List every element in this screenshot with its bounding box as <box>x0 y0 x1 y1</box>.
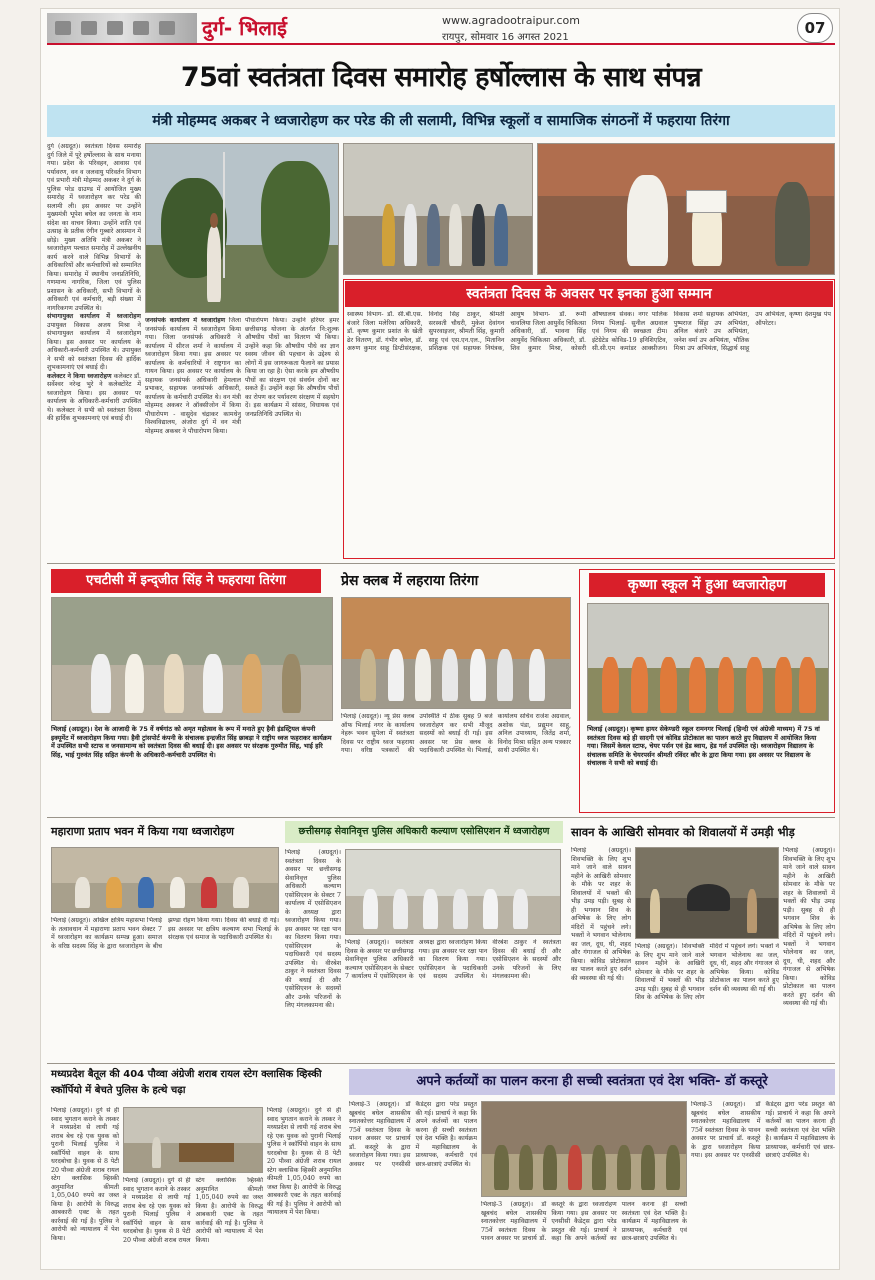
sawan-story-cont: भिलाई (अग्रदूत)। शिवभक्ति के लिए शुभ माने जाने वाले सावन महीने के आखिरी सोमवार के मौके पर शहर के शिवालयों में भक्तों की भीड़ उमड़ पड़ी। सुबह से ही भगवान शिव के अभिषेक के लिए लोग मंदिरों में पहुंचने लगे। भक्तों ने भगवान भोलेनाथ का जल, दूध, घी, शहद और गंगाजल से अभिषेक किया। कोविड प्रोटोकाल का पालन करते हुए दर्शन की व्यवस्था की गई थी। <box>783 847 835 1007</box>
police-title: छत्तीसगढ़ सेवानिवृत्त पुलिस अधिकारी कल्याण एसोसिएशन में ध्वजारोहण <box>285 821 563 843</box>
police-story: भिलाई (अग्रदूत)। स्वतंत्रता दिवस के अवसर पर छत्तीसगढ़ सेवानिवृत्त पुलिस अधिकारी कल्याण एसोसिएशन के सेक्टर 7 कार्यालय में एसोसिएशन के अध्यक्ष द्वारा ध्वजारोहण किया गया। इस अवसर पर रक्षा पान का वितरण किया गया। एसोसिएशन के पदाधिकारी एवं सदस्य उपस्थित थे। वीरबेश ठाकुर ने स्वतंत्रता दिवस की बधाई दी और एसोसिएशन के सदस्यों और उनके परिजनों के लिए मंगलकामना की। <box>285 849 341 1009</box>
press-text <box>341 713 571 813</box>
subsection-heading: संभागायुक्त कार्यालय में ध्वजारोहण <box>47 313 141 320</box>
lead-story-column <box>47 143 141 557</box>
subsection-text: कलेक्टर डॉ. सर्वेश्वर नरेन्द्र भुरे ने कलेक्टोरेट में ध्वजारोहण किया। इस अवसर पर कार्यालय के अधिकारी-कर्मचारी उपस्थित थे। कलेक्टर ने सभी को स्वतंत्रता दिवस की हार्दिक शुभकामनाएं एवं बधाई दी। <box>47 372 141 422</box>
betul-story: भिलाई (अग्रदूत)। दुर्ग से ही स्वाद भुगतान कराने के तस्कर ने मध्यप्रदेश से लायी गई शराब बेच रहे एक युवक को पुरानी भिलाई पुलिस ने स्कॉर्पियो वाहन के साथ धरदबोचा है। युवक से 8 पेटी 20 पौव्वा अंग्रेजी शराब रायल स्टेग क्लासिक व्हिस्की अनुमानित कीमती 1,05,040 रुपये का जब्त किया है। आरोपी के विरुद्ध आबकारी एक्ट के तहत कार्रवाई की गई है। पुलिस ने आरोपी को न्यायालय में पेश किया। <box>51 1107 119 1242</box>
betul-text-mid <box>123 1177 263 1267</box>
photo-shiv-temple <box>635 847 779 939</box>
police-story-cont: भिलाई (अग्रदूत)। स्वतंत्रता दिवस के अवसर पर छत्तीसगढ़ सेवानिवृत्त पुलिस अधिकारी कल्याण एसोसिएशन के सेक्टर 7 कार्यालय में एसोसिएशन के अध्यक्ष द्वारा ध्वजारोहण किया गया। इस अवसर पर रक्षा पान का वितरण किया गया। एसोसिएशन के पदाधिकारी एवं सदस्य उपस्थित थे। वीरबेश ठाकुर ने स्वतंत्रता दिवस की बधाई दी और एसोसिएशन के सदस्यों और उनके परिजनों के लिए मंगलकामना की। <box>345 939 561 980</box>
photo-press-club <box>341 597 571 709</box>
maharana-title: महाराणा प्रताप भवन में किया गया ध्वजारोहण <box>51 825 234 838</box>
photo-police-association <box>345 849 561 935</box>
subsection-text: उपायुक्त विकास अजय मिश्रा ने संभागायुक्त कार्यालय में ध्वजारोहण किया। इस अवसर पर कार्यालय के अधिकारी-कर्मचारी उपस्थित थे। उपायुक्त ने सभी को स्वतंत्रता दिवस की हार्दिक शुभकामनाएं एवं बधाई दी। <box>47 321 141 371</box>
kastoore-title: अपने कर्तव्यों का पालन करना ही सच्ची स्वतंत्रता एवं देश भक्ति- डॉ कस्तूरे <box>349 1069 835 1095</box>
plantation-column <box>245 317 339 557</box>
betul-story-cont: भिलाई (अग्रदूत)। दुर्ग से ही स्वाद भुगतान कराने के तस्कर ने मध्यप्रदेश से लायी गई शराब बेच रहे एक युवक को पुरानी भिलाई पुलिस ने स्कॉर्पियो वाहन के साथ धरदबोचा है। युवक से 8 पेटी 20 पौव्वा अंग्रेजी शराब रायल स्टेग क्लासिक व्हिस्की अनुमानित कीमती 1,05,040 रुपये का जब्त किया है। आरोपी के विरुद्ध आबकारी एक्ट के तहत कार्रवाई की गई है। पुलिस ने आरोपी को न्यायालय में पेश किया। <box>123 1177 263 1244</box>
photo-ncc-parade <box>481 1101 687 1197</box>
htc-title: एचटीसी में इन्द्जीत सिंह ने फहराया तिरंगा <box>51 569 321 593</box>
section-name: दुर्ग- भिलाई <box>202 16 287 40</box>
photo-maharana-bhawan <box>51 847 279 913</box>
betul-text-right <box>267 1107 341 1267</box>
maharana-story: भिलाई (अग्रदूत)। अखिल क्षत्रिय महासभा भिलाई के तत्वावधान में महाराणा प्रताप भवन सेक्टर 7 में ध्वजारोहण का कार्यक्रम सम्पन्न हुआ। समाज के वरिष्ठ सदस्य सिंह के द्वारा ध्वजारोहण के बीच झण्डा रोहण किया गया। दिवस की बधाई दी गई। इस अवसर पर क्षत्रिय कल्याण सभा भिलाई के संरक्षक एवं समाज के पदाधिकारी उपस्थित थे। <box>51 917 279 950</box>
main-headline: 75वां स्वतंत्रता दिवस समारोह हर्षोल्लास के साथ संपन्न <box>180 62 702 93</box>
subsection-text: जिला जनसंपर्क कार्यालय में ध्वजारोहण किया गया। जिला जनसंपर्क अधिकारी ने कार्यालय में सीरज शर्मा ने कार्यालय में ध्वजारोहण किया गया। इस अवसर पर कार्यालय के कर्मचारियों ने राष्ट्रगान का गायन किया। इस अवसर पर कार्यालय के सहायक जनसंपर्क अधिकारी हेमलाल प्रभाकर, सहायक जनसंपर्क अधिकारी, कार्यालय के कर्मचारी उपस्थित थे। वन मंत्री मोहम्मद अकबर ने ऑक्सीजोन में किया पौधारोपण - वासुदेव चंद्राकर कामधेनु विश्वविद्यालय, अंजोरा दुर्ग में वन मंत्री मोहम्मद अकबर ने पौधारोपण किया। <box>145 317 241 435</box>
sawan-text-mid <box>635 943 779 1059</box>
website-url: www.agradootraipur.com <box>442 14 580 27</box>
honor-title: स्वतंत्रता दिवस के अवसर पर इनका हुआ सम्मान <box>345 281 833 307</box>
photo-liquor-seizure <box>123 1107 263 1173</box>
kastoore-text-left <box>349 1101 477 1267</box>
honor-text: स्वास्थ्य विभाग- डॉ. सी.बी.एस. बंजारे जिला मलेरिया अधिकारी, डॉ. कृष्ण कुमार प्रशांत के खेती ढेर वितरण, डॉ. गंभीर बघेल, डॉ. अरुण कुमार साहू डिप्टीसंरक्षक, विनोद सिंह ठाकुर, श्रीमती सरस्वती चौधरी, मुकेश देवांगन सुपरवाइजर, श्रीमती सिंह, कुमारी साहू एवं एस.एन.एल., मितानिन प्रशिक्षक एवं सहायक नियंत्रक, आयुष विभाग- डॉ. रूमी चावलिया जिला आयुर्वेद चिकित्सा अधिकारी, डॉ. भावना सिंह आयुर्वेद चिकित्सा अधिकारी, डॉ. शिव कुमार मिश्रा, कोसरी औषधालय सेवक। नगर पालिक निगम भिलाई- सुनील अग्रवाल एवं निगम की स्वच्छता टीम। इंटेग्रेटेड कोविड-19 इनिशिएटिव, सी.सी.एम कमांडर आक्सीजन। विकास शर्मा सहायक अभियंता, पुष्पराज सिंहा उप अभियंता, अनिल बंजारे उप अभियंता, जनेश वर्मा उप अभियंता, भौतिक मिश्रा उप अभियंता, सिद्धार्थ साहू उप अभियंता, कृष्णा देशमुख पंप ऑपरेटर। <box>347 311 831 352</box>
sawan-story: भिलाई (अग्रदूत)। शिवभक्ति के लिए शुभ माने जाने वाले सावन महीने के आखिरी सोमवार के मौके पर शहर के शिवालयों में भक्तों की भीड़ उमड़ पड़ी। सुबह से ही भगवान शिव के अभिषेक के लिए लोग मंदिरों में पहुंचने लगे। भक्तों ने भगवान भोलेनाथ का जल, दूध, घी, शहद और गंगाजल से अभिषेक किया। कोविड प्रोटोकाल का पालन करते हुए दर्शन की व्यवस्था की गई थी। <box>571 847 631 982</box>
divider <box>47 817 835 818</box>
htc-caption: भिलाई (अग्रदूत)। देश के आजादी के 75 वें वर्षगांठ को अमृत महोत्सव के रूप में मनाते हुए हैवी इंडस्ट्रियल कंपनी इक्यूमेंट में ध्वजारोहण किया गया। हैवी ट्रांसपोर्ट कंपनी के संचालक इन्द्रजीत सिंह छाबड़ा ने राष्ट्रीय ध्वज फहराकर कार्यक्रम में उपस्थित सभी स्टाफ व जनसामान्य को स्वतंत्रता दिवस की बधाई दी। इस अवसर पर संरक्षक गुरुमीत सिंह, भाई हरि सिंह, भाई गुरुवंत सिंह सहित कंपनी के अधिकारी-कर्मचारी उपस्थित थे। <box>51 725 332 759</box>
photo-award-ceremony <box>537 143 835 275</box>
sawan-title: सावन के आखिरी सोमवार को शिवालयों में उमड़ी भीड़ <box>571 825 795 839</box>
krishna-caption: भिलाई (अग्रदूत)। कृष्णा हायर सेकेण्डरी स्कूल रामनगर भिलाई (हिन्दी एवं अंग्रेजी माध्यम) में 75 वां स्वतंत्रता दिवस बड़े ही सादगी एवं कोविड प्रोटोकाल का पालन करते हुए विद्यालय में आयोजित किया गया। जिसमें केवल स्टाफ, चेयर पर्सन एवं हेड ब्वाय, हेड गर्ल उपस्थित रहे। ध्वजारोहण विद्यालय के संचालक समिति के चेयरपर्सन श्रीमती रविंदर कौर के द्वारा किया गया। इस अवसर पर विद्यालय के संचालक ने सभी को बधाई दी। <box>587 725 820 768</box>
plantation-text: पौधारोपण किया। उन्होंने हरियर हमर छत्तीसगढ़ योजना के अंतर्गत नि:शुल्क औषधीय पौधों का वितरण भी किया। उन्होंने कहा कि औषधीय पौधे का ज्ञान स्वस्थ जीवन की पहचान के उद्देश्य से लोगों में इस जागरूकता फैलाने का प्रयास किया जा रहा है। ऐसा करके हम औषधीय पौधों का संरक्षण एवं संवर्धन दोनों कर सकते हैं। उन्होंने कहा कि औषधीय पौधों का रोपण कर पर्यावरण संरक्षण में सहयोग दें। इस कार्यक्रम में सांसद, विधायक एवं जनप्रतिनिधि उपस्थित थे। <box>245 317 339 418</box>
photo-minister-flag-hoisting <box>145 143 339 313</box>
subsection-heading: कलेक्टर ने किया ध्वजारोहण <box>47 372 112 380</box>
honor-list <box>347 311 831 555</box>
dateline: रायपुर, सोमवार 16 अगस्त 2021 <box>442 32 569 43</box>
photo-krishna-school <box>587 603 829 721</box>
betul-title: मध्यप्रदेश बैतूल की 404 पौव्वा अंग्रेजी शराब रायल स्टेग क्लासिक व्हिस्की स्कॉर्पियो में बेचते पुलिस के हत्थे चढ़ा <box>51 1069 322 1096</box>
sawan-story-cont2: भिलाई (अग्रदूत)। शिवभक्ति के लिए शुभ माने जाने वाले सावन महीने के आखिरी सोमवार के मौके पर शहर के शिवालयों में भक्तों की भीड़ उमड़ पड़ी। सुबह से ही भगवान शिव के अभिषेक के लिए लोग मंदिरों में पहुंचने लगे। भक्तों ने भगवान भोलेनाथ का जल, दूध, घी, शहद और गंगाजल से अभिषेक किया। कोविड प्रोटोकाल का पालन करते हुए दर्शन की व्यवस्था की गई थी। <box>635 943 779 1001</box>
kastoore-text-right <box>691 1101 835 1267</box>
photo-htc-flag <box>51 597 333 721</box>
betul-story-cont2: भिलाई (अग्रदूत)। दुर्ग से ही स्वाद भुगतान कराने के तस्कर ने मध्यप्रदेश से लायी गई शराब बेच रहे एक युवक को पुरानी भिलाई पुलिस ने स्कॉर्पियो वाहन के साथ धरदबोचा है। युवक से 8 पेटी 20 पौव्वा अंग्रेजी शराब रायल स्टेग क्लासिक व्हिस्की अनुमानित कीमती 1,05,040 रुपये का जब्त किया है। आरोपी के विरुद्ध आबकारी एक्ट के तहत कार्रवाई की गई है। पुलिस ने आरोपी को न्यायालय में पेश किया। <box>267 1107 341 1216</box>
press-story: भिलाई (अग्रदूत)। न्यू प्रेस क्लब ऑफ भिलाई नगर के कार्यालय नेहरू भवन सुपेला में स्वतंत्रता दिवस पर राष्ट्रीय ध्वज फहराया गया। वरिष्ठ पत्रकारों की उपस्थिति में ठीक सुबह 9 बजे ध्वजारोहण कर सभी मौजूद सदस्यों को बधाई दी गई। इस अवसर पर प्रेस क्लब के पदाधिकारी उपस्थित थे। भिलाई, कार्यालय सचिव राजेश अग्रवाल, अशोक पंडा, प्रद्युमन साहू, अनिल उपाध्याय, जितेंद्र शर्मा, विनोद मिश्रा सहित अन्य पत्रकार साथी उपस्थित थे। <box>341 713 571 754</box>
sawan-text-right <box>783 847 835 1059</box>
kastoore-story-cont2: भिलाई-3 (अग्रदूत)। डॉ खूबचंद बघेल शासकीय स्नातकोत्तर महाविद्यालय में 75वें स्वतंत्रता दिवस के पावन अवसर पर प्राचार्य डॉ. कस्तूरे के द्वारा ध्वजारोहण किया गया। इस अवसर पर एनसीसी कैडेट्स द्वारा परेड प्रस्तुत की गई। प्राचार्य ने कहा कि अपने कर्तव्यों का पालन करना ही सच्ची स्वतंत्रता एवं देश भक्ति है। कार्यक्रम में महाविद्यालय के प्राध्यापक, कर्मचारी एवं छात्र-छात्राएं उपस्थित थे। <box>691 1101 835 1159</box>
newspaper-logo <box>47 13 197 43</box>
masthead <box>47 13 835 45</box>
divider <box>47 563 835 564</box>
divider <box>47 1063 835 1064</box>
pr-office-column <box>145 317 241 557</box>
police-text-right <box>345 939 561 1059</box>
kastoore-text-mid <box>481 1201 687 1267</box>
krishna-title: कृष्णा स्कूल में हुआ ध्वजारोहण <box>589 573 825 597</box>
kastoore-story: भिलाई-3 (अग्रदूत)। डॉ खूबचंद बघेल शासकीय स्नातकोत्तर महाविद्यालय में 75वें स्वतंत्रता दिवस के पावन अवसर पर प्राचार्य डॉ. कस्तूरे के द्वारा ध्वजारोहण किया गया। इस अवसर पर एनसीसी कैडेट्स द्वारा परेड प्रस्तुत की गई। प्राचार्य ने कहा कि अपने कर्तव्यों का पालन करना ही सच्ची स्वतंत्रता एवं देश भक्ति है। कार्यक्रम में महाविद्यालय के प्राध्यापक, कर्मचारी एवं छात्र-छात्राएं उपस्थित थे। <box>349 1101 477 1168</box>
newspaper-page <box>40 8 840 1270</box>
kastoore-story-cont: भिलाई-3 (अग्रदूत)। डॉ खूबचंद बघेल शासकीय स्नातकोत्तर महाविद्यालय में 75वें स्वतंत्रता दिवस के पावन अवसर पर प्राचार्य डॉ. कस्तूरे के द्वारा ध्वजारोहण किया गया। इस अवसर पर एनसीसी कैडेट्स द्वारा परेड प्रस्तुत की गई। प्राचार्य ने कहा कि अपने कर्तव्यों का पालन करना ही सच्ची स्वतंत्रता एवं देश भक्ति है। कार्यक्रम में महाविद्यालय के प्राध्यापक, कर्मचारी एवं छात्र-छात्राएं उपस्थित थे। <box>481 1201 687 1242</box>
photo-parade-salute <box>343 143 533 275</box>
page-number: 07 <box>797 13 833 43</box>
lead-story-text: दुर्ग (अग्रदूत)। स्वतंत्रता दिवस समारोह दुर्ग जिले में पूरे हर्षोल्लास के साथ मनाया गया। प्रदेश के परिवहन, आवास एवं पर्यावरण, वन व जलवायु परिवर्तन विभाग एवं प्रभारी मंत्री मोहम्मद अकबर ने दुर्ग के पुलिस परेड ग्राउण्ड में आयोजित मुख्य समारोह में ध्वजारोहण कर परेड की सलामी ली। इस अवसर पर उन्होंने मुख्यमंत्री भूपेश बघेल का जनता के नाम संदेश का वाचन किया। उन्होंने शांति एवं उत्साह के प्रतीक रंगीन गुब्बारे आसमान में छोड़े। मुख्य अतिथि मंत्री अकबर ने ध्वजारोहण पश्चात समारोह में उल्लेखनीय कार्य करने वाले विभिन्न विभागों के अधिकारियों और कर्मचारियों को सम्मानित किया। समारोह में स्थानीय जनप्रतिनिधि, गणमान्य नागरिक, जिला एवं पुलिस प्रशासन के अधिकारी, सभी विभागों के अधिकारी एवं कर्मचारी, बड़ी संख्या में नागरिकगण उपस्थित थे। <box>47 143 141 312</box>
main-subhead: मंत्री मोहम्मद अकबर ने ध्वजारोहण कर परेड की ली सलामी, विभिन्न स्कूलों व सामाजिक संगठनों में फहराया तिरंगा <box>47 105 835 137</box>
subsection-heading: जनसंपर्क कार्यालय में ध्वजारोहण <box>145 317 226 324</box>
press-title: प्रेस क्लब में लहराया तिरंगा <box>341 573 479 589</box>
police-text-left <box>285 849 341 1059</box>
sawan-text-left <box>571 847 631 1059</box>
betul-text-left <box>51 1107 119 1267</box>
maharana-text <box>51 917 279 1059</box>
